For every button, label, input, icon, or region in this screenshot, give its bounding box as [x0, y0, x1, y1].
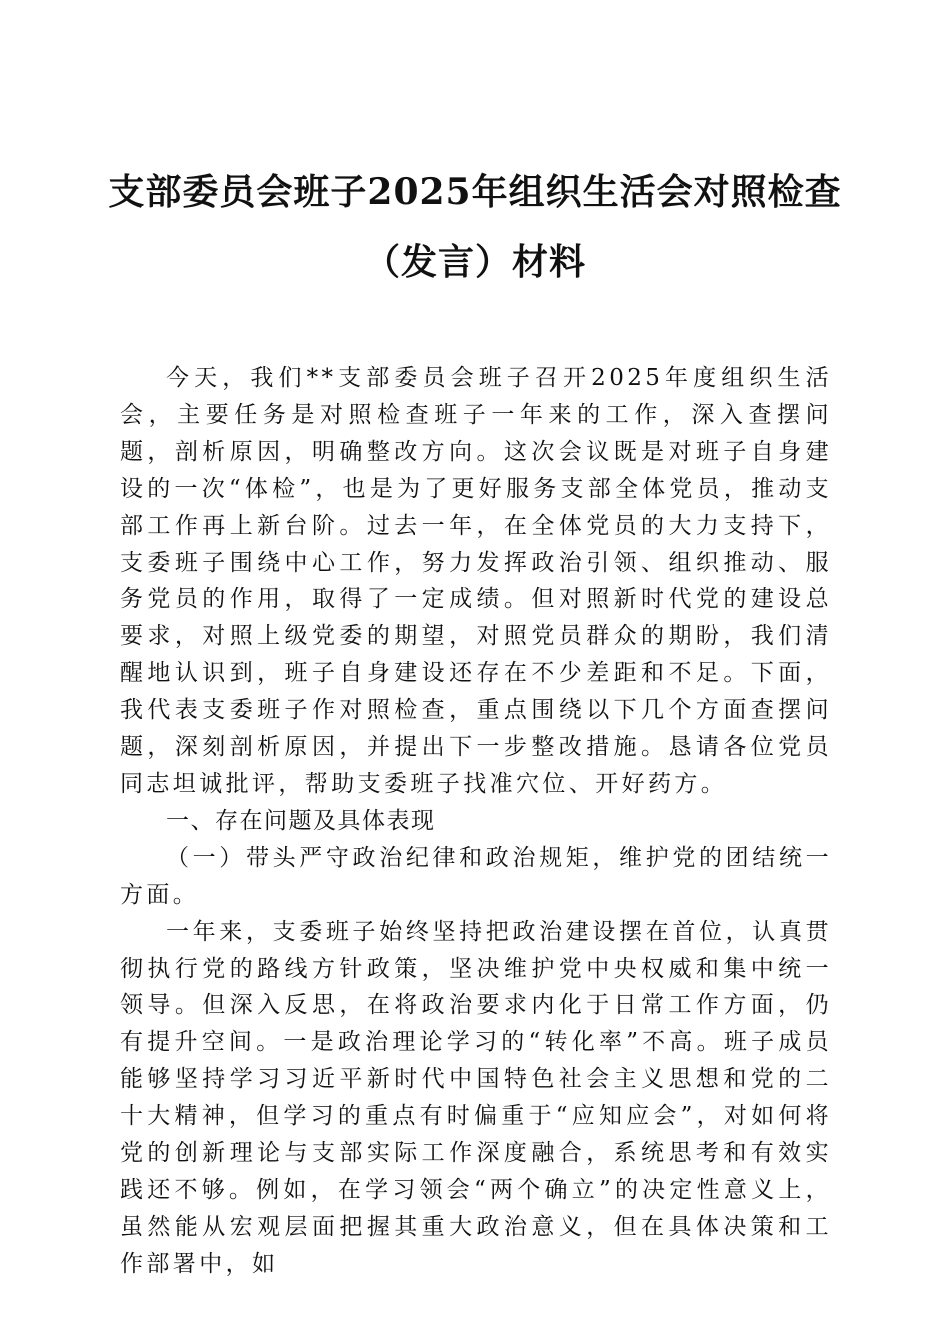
document-body [120, 360, 832, 1283]
intro-paragraph: 今天，我们**支部委员会班子召开2025年度组织生活会，主要任务是对照检查班子一年来的工作，深入查摆问题，剖析原因，明确整改方向。这次会议既是对班子自身建设的一次“体检”，也是为了更好服务支部全体党员，推动支部工作再上新台阶。过去一年，在全体党员的大力支持下，支委班子围绕中心工作，努力发挥政治引领、组织推动、服务党员的作用，取得了一定成绩。但对照新时代党的建设总要求，对照上级党委的期望，对照党员群众的期盼，我们清醒地认识到，班子自身建设还存在不少差距和不足。下面，我代表支委班子作对照检查，重点围绕以下几个方面查摆问题，深刻剖析原因，并提出下一步整改措施。恳请各位党员同志坦诚批评，帮助支委班子找准穴位、开好药方。 [120, 365, 832, 797]
body-paragraph: 一年来，支委班子始终坚持把政治建设摆在首位，认真贯彻执行党的路线方针政策，坚决维护党中央权威和集中统一领导。但深入反思，在将政治要求内化于日常工作方面，仍有提升空间。一是政治理论学习的“转化率”不高。班子成员能够坚持学习习近平新时代中国特色社会主义思想和党的二十大精神，但学习的重点有时偏重于“应知应会”，对如何将党的创新理论与支部实际工作深度融合，系统思考和有效实践还不够。例如，在学习领会“两个确立”的决定性意义上，虽然能从宏观层面把握其重大政治意义，但在具体决策和工作部署中，如 [120, 918, 832, 1277]
document-title-line-1: 支部委员会班子2025年组织生活会对照检查 [108, 171, 842, 213]
document-title-line-2: （发言）材料 [363, 241, 586, 283]
section-heading: 一、存在问题及具体表现 [166, 807, 436, 834]
subsection-heading: （一）带头严守政治纪律和政治规矩，维护党的团结统一方面。 [120, 844, 832, 908]
